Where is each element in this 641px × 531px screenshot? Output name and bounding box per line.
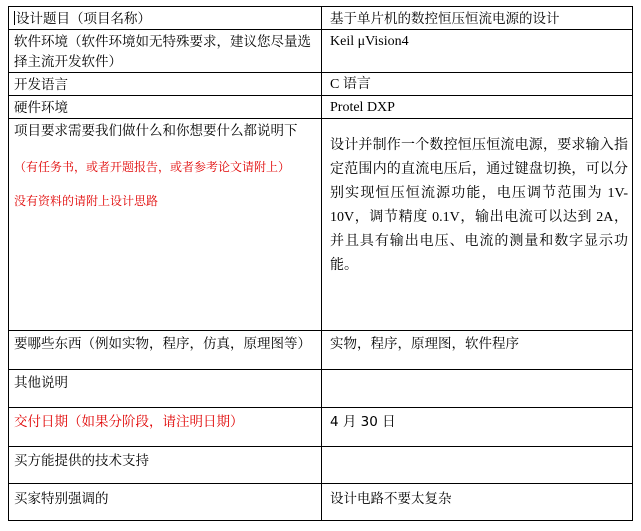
- value-cell[interactable]: [322, 370, 633, 408]
- label-cell: [9, 7, 322, 30]
- delivery-date-value: 4 月 30 日: [330, 414, 396, 430]
- emphasis-value: 设计电路不要太复杂: [330, 491, 452, 507]
- language-value: C 语言: [330, 77, 371, 92]
- value-cell[interactable]: [322, 331, 633, 370]
- value-cell[interactable]: [322, 30, 633, 73]
- label-cell: [9, 447, 322, 484]
- value-cell[interactable]: [322, 484, 633, 521]
- other-label: 其他说明: [14, 375, 68, 391]
- label-cell: [9, 73, 322, 96]
- value-cell[interactable]: [322, 7, 633, 30]
- deliverables-value: 实物，程序，原理图，软件程序: [330, 336, 519, 352]
- text-cursor: [14, 11, 15, 25]
- row-deliverables: [9, 331, 633, 370]
- value-cell[interactable]: [322, 73, 633, 96]
- software-value: Keil μVision4: [330, 34, 409, 49]
- label-cell: [9, 30, 322, 73]
- language-label: 开发语言: [14, 77, 68, 93]
- software-label: 软件环境（软件环境如无特殊要求，建议您尽量选择主流开发软件）: [14, 34, 311, 70]
- emphasis-label: 买家特别强调的: [14, 491, 109, 507]
- row-title: [9, 7, 633, 30]
- row-other: [9, 370, 633, 408]
- deliverables-label: 要哪些东西（例如实物，程序，仿真，原理图等）: [14, 336, 311, 352]
- label-cell: [9, 119, 322, 331]
- row-hardware: [9, 96, 633, 119]
- row-software: [9, 30, 633, 73]
- requirements-value: 设计并制作一个数控恒压恒流电源，要求输入指定范围内的直流电压后，通过键盘切换，可以分别实现恒压恒流源功能，电压调节范围为 1V-10V，调节精度 0.1V，输出电流可以达到 2A，并且具有输出电压、电流的测量和数字显示功能。: [330, 138, 628, 273]
- label-cell: [9, 370, 322, 408]
- value-cell[interactable]: [322, 119, 633, 331]
- label-cell: [9, 331, 322, 370]
- delivery-date-label: 交付日期（如果分阶段，请注明日期）: [14, 414, 244, 430]
- tech-support-value: [322, 447, 632, 449]
- row-language: [9, 73, 633, 96]
- value-cell[interactable]: [322, 447, 633, 484]
- label-cell: [9, 484, 322, 521]
- row-delivery-date: [9, 408, 633, 447]
- title-label: 设计题目（项目名称）: [16, 11, 151, 27]
- title-value: 基于单片机的数控恒压恒流电源的设计: [330, 11, 560, 27]
- other-value: [322, 370, 632, 372]
- label-cell: [9, 96, 322, 119]
- value-cell[interactable]: [322, 408, 633, 447]
- row-emphasis: [9, 484, 633, 521]
- row-requirements: [9, 119, 633, 331]
- hardware-label: 硬件环境: [14, 100, 68, 116]
- requirements-label: 项目要求需要我们做什么和你想要什么都说明下: [14, 123, 298, 139]
- project-form-table: [8, 6, 633, 521]
- requirements-note-attachments: （有任务书，或者开题报告，或者参考论文请附上）: [14, 160, 291, 174]
- row-tech-support: [9, 447, 633, 484]
- hardware-value: Protel DXP: [330, 100, 395, 115]
- requirements-note-design-idea: 没有资料的请附上设计思路: [14, 194, 159, 208]
- label-cell: [9, 408, 322, 447]
- value-cell[interactable]: [322, 96, 633, 119]
- tech-support-label: 买方能提供的技术支持: [14, 453, 149, 469]
